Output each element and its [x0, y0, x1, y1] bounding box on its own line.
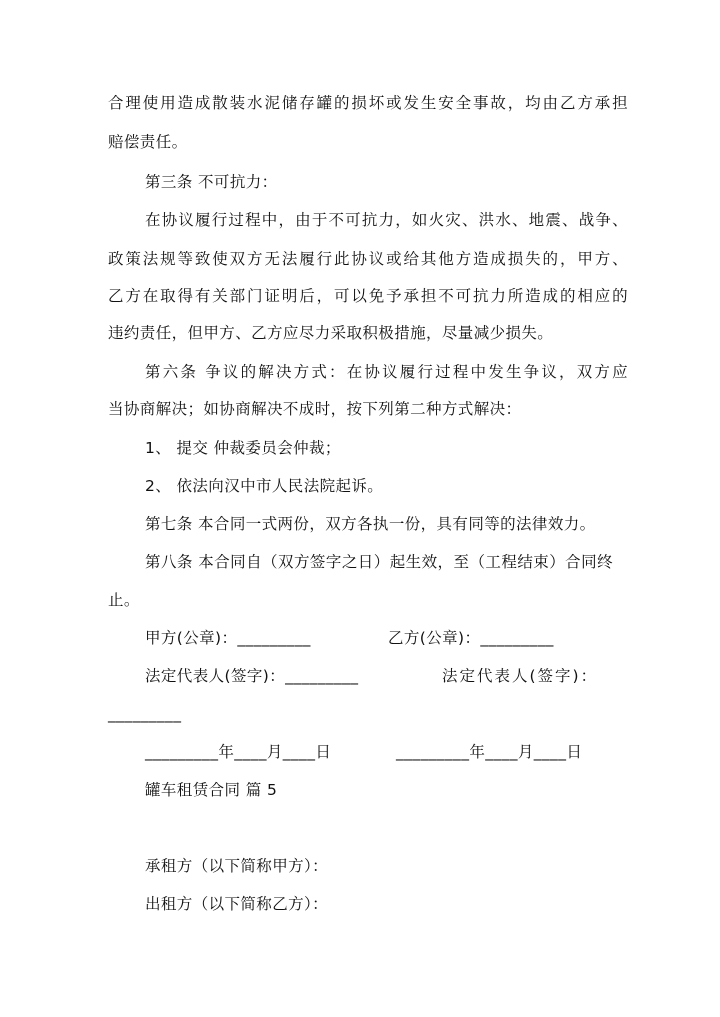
article-heading: 第八条 本合同自（双方签字之日）起生效，至（工程结束）合同终	[145, 553, 613, 571]
article-heading: 第七条 本合同一式两份，双方各执一份，具有同等的法律效力。	[145, 515, 596, 533]
lessor-line: 出租方（以下简称乙方）：	[145, 895, 329, 913]
paragraph-line: 乙方在取得有关部门证明后，可以免予承担不可抗力所造成的相应的	[108, 287, 628, 305]
paragraph-line: 当协商解决；如协商解决不成时，按下列第二种方式解决：	[108, 400, 522, 418]
list-item: 1、 提交 仲裁委员会仲裁；	[145, 439, 341, 457]
party-b-representative-field: 法定代表人(签字)：	[442, 667, 599, 685]
party-a-representative-field: 法定代表人(签字)：_________	[145, 667, 359, 685]
party-a-seal-field: 甲方(公章)：_________	[145, 629, 311, 647]
paragraph-line: 合理使用造成散装水泥储存罐的损坏或发生安全事故，均由乙方承担	[108, 94, 628, 112]
list-item: 2、 依法向汉中市人民法院起诉。	[145, 477, 384, 495]
party-b-seal-field: 乙方(公章)：_________	[388, 629, 554, 647]
lessee-line: 承租方（以下简称甲方）：	[145, 857, 329, 875]
party-a-date-field: _________年____月____日	[145, 743, 332, 761]
section-title: 罐车租赁合同 篇 5	[145, 781, 278, 799]
article-heading: 第三条 不可抗力：	[145, 173, 278, 191]
article-heading: 第六条 争议的解决方式：在协议履行过程中发生争议，双方应	[145, 363, 628, 381]
party-b-date-field: _________年____月____日	[396, 743, 583, 761]
paragraph-line: 在协议履行过程中，由于不可抗力，如火灾、洪水、地震、战争、	[145, 211, 628, 229]
paragraph-line: 止。	[108, 591, 140, 609]
paragraph-line: 赔偿责任。	[108, 133, 188, 151]
paragraph-line: 政策法规等致使双方无法履行此协议或给其他方造成损失的，甲方、	[108, 250, 628, 268]
paragraph-line: 违约责任，但甲方、乙方应尽力采取积极措施，尽量减少损失。	[108, 324, 554, 342]
party-b-representative-blank: _________	[108, 705, 182, 723]
